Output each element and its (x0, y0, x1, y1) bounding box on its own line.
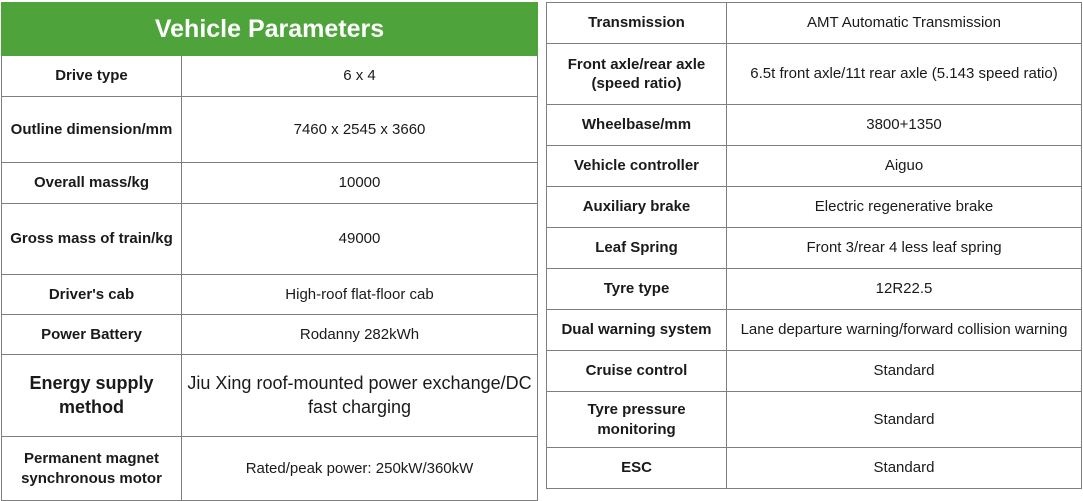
table-row (2, 204, 538, 275)
param-key: Auxiliary brake (547, 187, 727, 228)
param-key: Power Battery (2, 315, 182, 355)
param-key: ESC (547, 448, 727, 489)
param-key: Outline dimension/mm (2, 97, 182, 163)
param-value: Standard (727, 392, 1082, 448)
param-value: 3800+1350 (727, 105, 1082, 146)
param-value: Jiu Xing roof-mounted power exchange/DC fast charging (182, 355, 538, 437)
table-row (2, 56, 538, 97)
table-row (547, 448, 1082, 489)
param-value: High-roof flat-floor cab (182, 275, 538, 315)
param-key: Front axle/rear axle (speed ratio) (547, 44, 727, 105)
table-row (2, 355, 538, 437)
param-value: Electric regenerative brake (727, 187, 1082, 228)
param-value: Rodanny 282kWh (182, 315, 538, 355)
param-key: Transmission (547, 3, 727, 44)
table-row (547, 146, 1082, 187)
table-row (2, 275, 538, 315)
param-value: Lane departure warning/forward collision warning (727, 310, 1082, 351)
param-key: Cruise control (547, 351, 727, 392)
table-row (2, 437, 538, 501)
param-value: Front 3/rear 4 less leaf spring (727, 228, 1082, 269)
param-key: Gross mass of train/kg (2, 204, 182, 275)
param-value: Standard (727, 448, 1082, 489)
param-key: Vehicle controller (547, 146, 727, 187)
param-value: 6.5t front axle/11t rear axle (5.143 speed ratio) (727, 44, 1082, 105)
param-value: Standard (727, 351, 1082, 392)
param-key: Tyre type (547, 269, 727, 310)
table-row (547, 269, 1082, 310)
table-row (547, 392, 1082, 448)
param-value: AMT Automatic Transmission (727, 3, 1082, 44)
table-row (2, 163, 538, 204)
param-key: Driver's cab (2, 275, 182, 315)
param-value: 6 x 4 (182, 56, 538, 97)
table-title: Vehicle Parameters (2, 3, 538, 56)
table-row (547, 105, 1082, 146)
table-row (2, 315, 538, 355)
param-value: 12R22.5 (727, 269, 1082, 310)
param-key: Tyre pressure monitoring (547, 392, 727, 448)
table-row (547, 228, 1082, 269)
param-value: 49000 (182, 204, 538, 275)
param-value: 7460 x 2545 x 3660 (182, 97, 538, 163)
param-key: Energy supply method (2, 355, 182, 437)
param-value: Aiguo (727, 146, 1082, 187)
table-row (547, 3, 1082, 44)
table-row (547, 44, 1082, 105)
left-parameters-table (1, 2, 538, 501)
param-value: Rated/peak power: 250kW/360kW (182, 437, 538, 501)
param-key: Dual warning system (547, 310, 727, 351)
table-row (547, 310, 1082, 351)
param-key: Drive type (2, 56, 182, 97)
param-value: 10000 (182, 163, 538, 204)
param-key: Permanent magnet synchronous motor (2, 437, 182, 501)
table-row (2, 97, 538, 163)
table-title-row (2, 3, 538, 56)
param-key: Leaf Spring (547, 228, 727, 269)
param-key: Wheelbase/mm (547, 105, 727, 146)
table-row (547, 187, 1082, 228)
table-row (547, 351, 1082, 392)
right-parameters-table (546, 2, 1082, 489)
param-key: Overall mass/kg (2, 163, 182, 204)
